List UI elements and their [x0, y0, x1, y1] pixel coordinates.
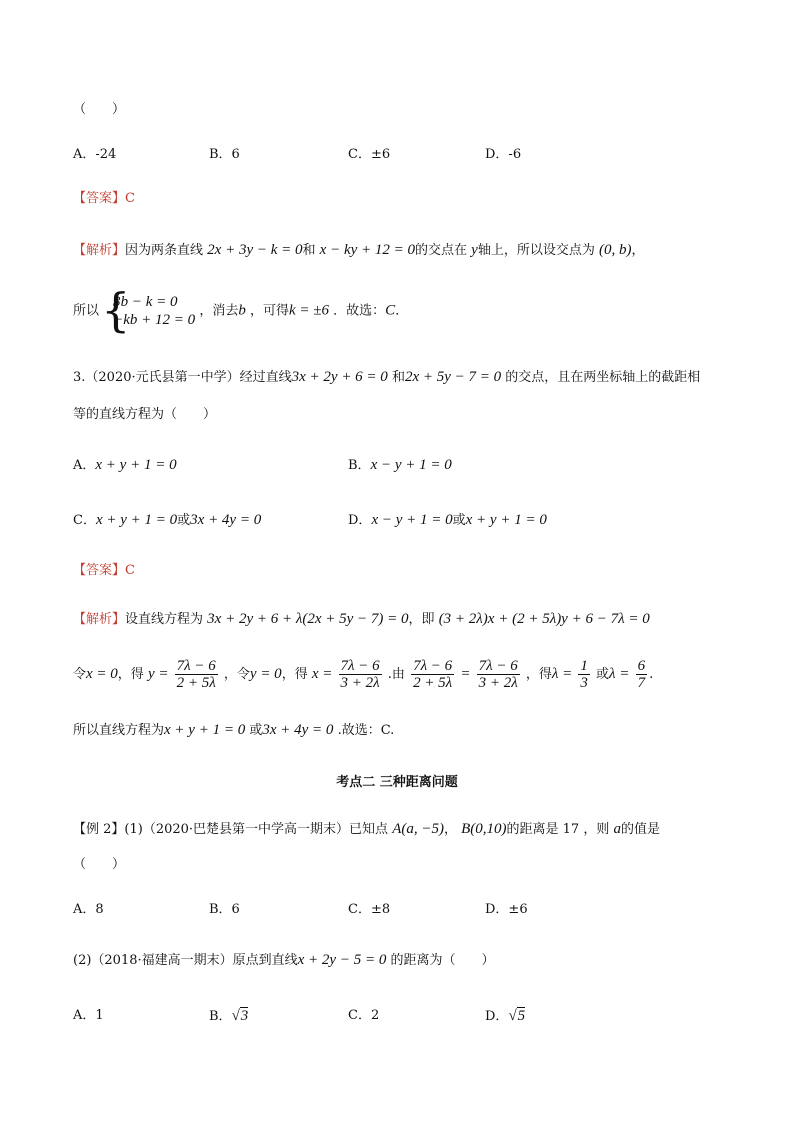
ex2b-option-d: D．√5	[485, 1008, 526, 1024]
q1-answer: 【答案】C	[73, 191, 135, 206]
q3-stem-line1: 3.（2020·元氏县第一中学）经过直线3x + 2y + 6 = 0 和2x + 5y − 7 = 0 的交点，且在两坐标轴上的截距相	[73, 369, 701, 385]
fraction: $\frac{1}{3}$	[580, 658, 588, 691]
ex2-option-c: C．±8	[348, 902, 391, 917]
fraction: $\frac{7\lambda - 6}{2 + 5\lambda}$	[176, 658, 216, 691]
q3-analysis-line2: 令x = 0，得 y = $\frac{7\lambda - 6}{2 + 5\lambda}$ ，令y = 0，得 x = $\frac{7\lambda - 6}{3 + 2\lambda}$ .由 $\frac{7\lambda - 6}{2 + 5\lambda}$ = $\frac{7\lambda - 6}{3 + 2\lambda}$ ，得λ = $\frac{1}{3}$ 或λ = $\frac{6}{7}$ .	[73, 658, 654, 691]
q1-analysis-line1: 【解析】因为两条直线 2x + 3y − k = 0和 x − ky + 12 = 0的交点在 y轴上，所以设交点为 (0, b)，	[73, 242, 645, 258]
equation-system: { 3b − k = 0 −kb + 12 = 0	[103, 293, 195, 329]
q1-paren: （ ）	[73, 102, 126, 117]
sqrt-radicand: 3	[240, 1008, 249, 1024]
ex2-option-d: D．±6	[485, 902, 528, 917]
ex2b-option-c: C．2	[348, 1008, 380, 1023]
q3-conclusion: 所以直线方程为x + y + 1 = 0 或3x + 4y = 0 .故选：C.	[73, 722, 395, 738]
q3-answer: 【答案】C	[73, 563, 135, 578]
fraction: $\frac{6}{7}$	[637, 658, 646, 691]
q3-analysis-line1: 【解析】设直线方程为 3x + 2y + 6 + λ(2x + 5y − 7) = 0，即 (3 + 2λ)x + (2 + 5λ)y + 6 − 7λ = 0	[73, 611, 650, 627]
ex2-stem-line1: 【例 2】(1)（2020·巴楚县第一中学高一期末）已知点 A(a, −5)， B(0,10)的距离是 17 ，则 a的值是	[73, 821, 660, 837]
q1-option-a: A．-24	[73, 147, 117, 162]
ex2b-stem: (2)（2018·福建高一期末）原点到直线x + 2y − 5 = 0 的距离为（ ）	[73, 952, 495, 968]
q3-option-a: A．x + y + 1 = 0	[73, 457, 177, 473]
section-title: 考点二 三种距离问题	[336, 775, 458, 790]
q3-option-c: C．x + y + 1 = 0或3x + 4y = 0	[73, 512, 262, 528]
ex2-paren: （ ）	[73, 857, 126, 872]
q1-analysis-line2: 所以 { 3b − k = 0 −kb + 12 = 0 ，消去b ，可得k = ±6 ．故选：C．	[73, 293, 408, 329]
ex2-option-b: B．6	[209, 902, 240, 917]
fraction: $\frac{7\lambda - 6}{2 + 5\lambda}$	[413, 658, 453, 691]
ex2b-option-a: A．1	[73, 1008, 104, 1023]
ex2-option-a: A．8	[73, 902, 104, 917]
q1-option-c: C．±6	[348, 147, 391, 162]
q3-stem-line2: 等的直线方程为（ ）	[73, 407, 217, 422]
fraction: $\frac{7\lambda - 6}{3 + 2\lambda}$	[340, 658, 380, 691]
q1-option-b: B．6	[209, 147, 240, 162]
q3-option-d: D．x − y + 1 = 0或x + y + 1 = 0	[348, 512, 547, 528]
sqrt-radicand: 5	[517, 1008, 526, 1024]
q1-option-d: D．-6	[485, 147, 522, 162]
q3-option-b: B．x − y + 1 = 0	[348, 457, 452, 473]
fraction: $\frac{7\lambda - 6}{3 + 2\lambda}$	[478, 658, 518, 691]
ex2b-option-b: B．√3	[209, 1008, 249, 1024]
